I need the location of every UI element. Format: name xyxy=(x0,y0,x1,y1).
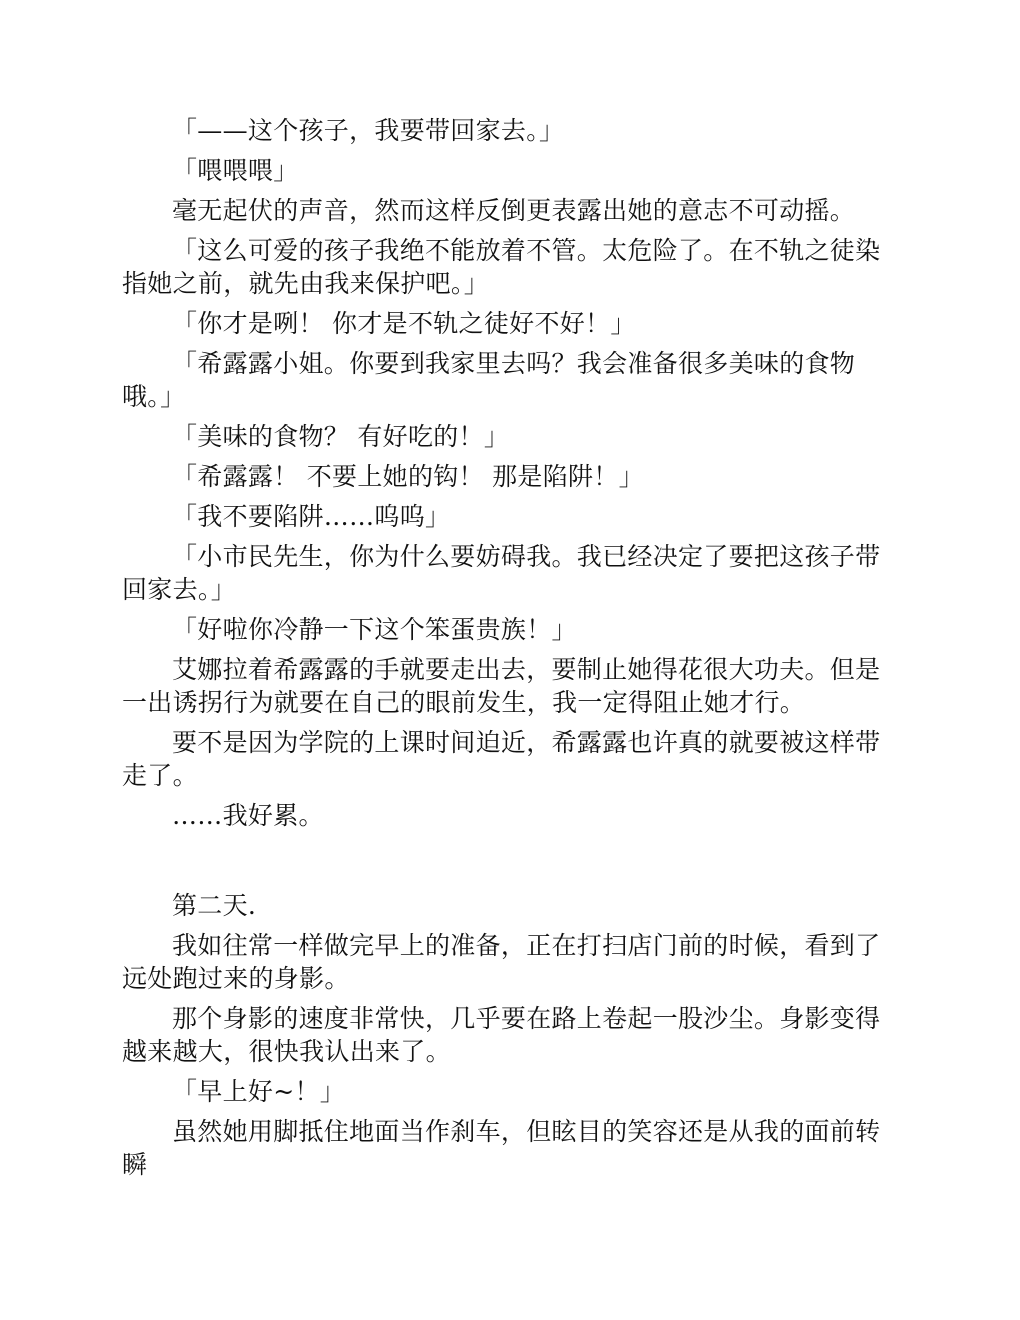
paragraph: 「你才是咧！ 你才是不轨之徒好不好！」 xyxy=(172,309,636,338)
paragraph: 「美味的食物？ 有好吃的！」 xyxy=(172,422,510,451)
paragraph: 我如往常一样做完早上的准备，正在打扫店门前的时候，看到了远处跑过来的身影。 xyxy=(122,931,881,993)
paragraph: 「我不要陷阱……呜呜」 xyxy=(172,502,451,531)
paragraph: 虽然她用脚抵住地面当作刹车，但眩目的笑容还是从我的面前转瞬 xyxy=(122,1117,881,1179)
section-heading: 第二天. xyxy=(172,891,257,920)
paragraph: 那个身影的速度非常快，几乎要在路上卷起一股沙尘。身影变得越来越大，很快我认出来了。 xyxy=(122,1004,881,1066)
document-page xyxy=(122,114,898,1188)
paragraph: 「好啦你冷静一下这个笨蛋贵族！」 xyxy=(172,615,577,644)
paragraph: 毫无起伏的声音，然而这样反倒更表露出她的意志不可动摇。 xyxy=(172,196,856,225)
paragraph: 艾娜拉着希露露的手就要走出去，要制止她得花很大功夫。但是一出诱拐行为就要在自己的眼前发生，我一定得阻止她才行。 xyxy=(122,655,881,717)
paragraph: 「早上好~！」 xyxy=(172,1077,346,1106)
paragraph: 「这么可爱的孩子我绝不能放着不管。太危险了。在不轨之徒染指她之前，就先由我来保护吧。」 xyxy=(122,236,881,298)
paragraph: 「喂喂喂」 xyxy=(172,156,299,185)
paragraph: 「——这个孩子，我要带回家去。」 xyxy=(172,116,565,145)
paragraph: 要不是因为学院的上课时间迫近，希露露也许真的就要被这样带走了。 xyxy=(122,728,881,790)
paragraph: 「希露露！ 不要上她的钩！ 那是陷阱！」 xyxy=(172,462,644,491)
paragraph: 「希露露小姐。你要到我家里去吗？我会准备很多美味的食物哦。」 xyxy=(122,349,856,411)
paragraph: ……我好累。 xyxy=(172,801,324,830)
paragraph: 「小市民先生，你为什么要妨碍我。我已经决定了要把这孩子带回家去。」 xyxy=(122,542,881,604)
section-break xyxy=(122,839,898,889)
